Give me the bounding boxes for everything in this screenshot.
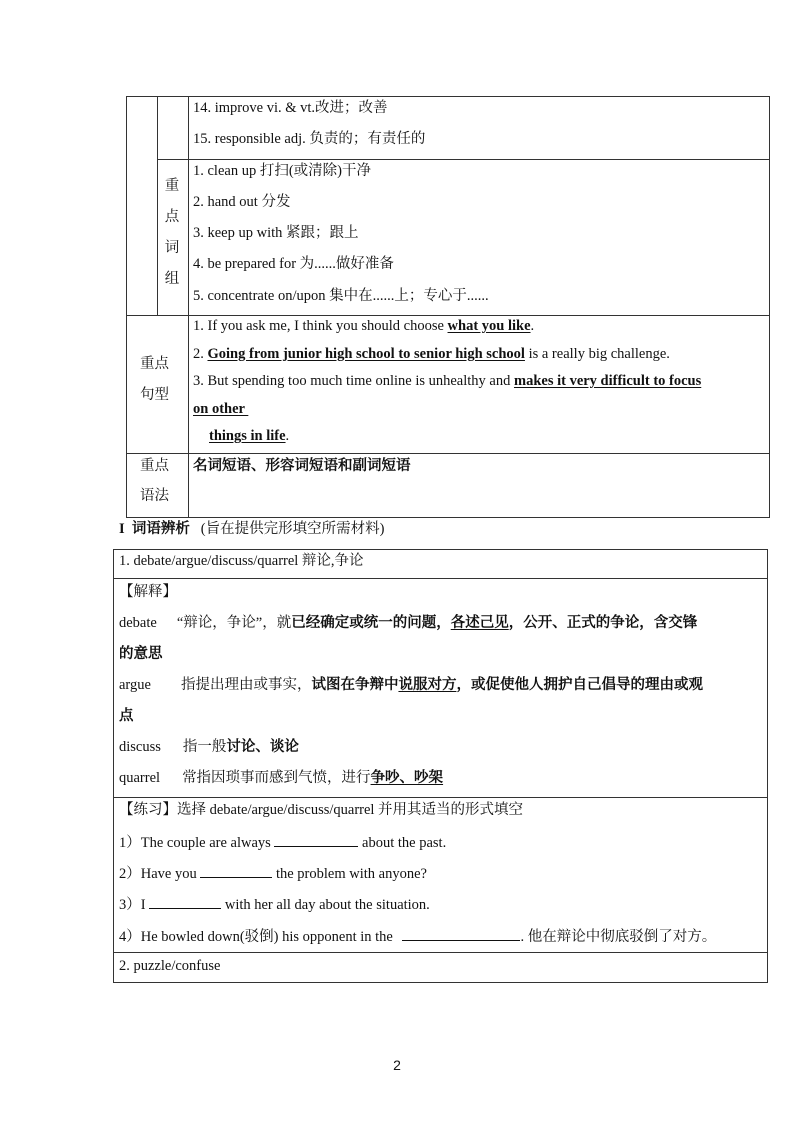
- phrase-item: 5. concentrate on/upon 集中在......上；专心于......: [193, 288, 489, 304]
- sentences-label: 重点: [140, 356, 169, 372]
- phrase-item: 3. keep up with 紧跟；跟上: [193, 225, 359, 241]
- table-border: [767, 549, 768, 983]
- table-border: [113, 982, 768, 983]
- grammar-label: 重点: [140, 458, 169, 474]
- sentence-3-cont: on other: [193, 401, 249, 417]
- argue-explanation-cont: 点: [119, 708, 134, 724]
- table-border: [113, 578, 768, 579]
- discuss-explanation: discuss 指一般讨论、谈论: [119, 739, 299, 755]
- exercise-2: 2）Have you the problem with anyone?: [119, 863, 427, 884]
- table-border: [113, 797, 768, 798]
- table-border: [126, 96, 127, 518]
- table-border: [157, 96, 158, 315]
- table-border: [126, 517, 770, 518]
- table-border: [113, 549, 768, 550]
- argue-explanation: argue 指提出理由或事实，试图在争辩中说服对方，或促使他人拥护自己倡导的理由或观: [119, 677, 703, 693]
- phrase-item: 1. clean up 打扫(或清除)干净: [193, 163, 371, 179]
- explain-label: 【解释】: [119, 584, 177, 600]
- table-border: [126, 96, 770, 97]
- phrase-item: 2. hand out 分发: [193, 194, 291, 210]
- table-border: [113, 549, 114, 983]
- entry-title: 1. debate/argue/discuss/quarrel 辩论,争论: [119, 553, 364, 569]
- page-number: 2: [393, 1057, 401, 1073]
- vocab-item: 14. improve vi. & vt.改进；改善: [193, 100, 388, 116]
- answer-blank[interactable]: [200, 863, 272, 878]
- table-border: [188, 96, 189, 518]
- phrases-label-char: 组: [164, 271, 180, 287]
- sentences-label: 句型: [140, 387, 169, 403]
- table-border: [157, 159, 770, 160]
- vocab-item: 15. responsible adj. 负责的；有责任的: [193, 131, 426, 147]
- answer-blank[interactable]: [402, 926, 520, 941]
- sentence-3-end: things in life.: [209, 428, 290, 444]
- debate-explanation: debate “辩论，争论”，就已经确定或统一的问题，各述己见，公开、正式的争论，含交锋: [119, 615, 698, 631]
- sentence-2: 2. Going from junior high school to senior high school is a really big challenge.: [193, 346, 670, 362]
- sentence-1: 1. If you ask me, I think you should choose what you like.: [193, 318, 535, 334]
- exercise-4: 4）He bowled down(驳倒) his opponent in the . 他在辩论中彻底驳倒了对方。: [119, 926, 716, 947]
- exercise-3: 3）I with her all day about the situation.: [119, 894, 430, 915]
- phrases-label-char: 词: [164, 240, 180, 256]
- entry-title: 2. puzzle/confuse: [119, 958, 221, 974]
- section-heading: I 词语辨析 (旨在提供完形填空所需材料): [119, 521, 385, 537]
- phrase-item: 4. be prepared for 为......做好准备: [193, 256, 394, 272]
- exercise-1: 1）The couple are always about the past.: [119, 832, 446, 853]
- grammar-label: 语法: [140, 488, 169, 504]
- answer-blank[interactable]: [274, 832, 358, 847]
- answer-blank[interactable]: [149, 894, 221, 909]
- table-border: [126, 453, 770, 454]
- sentence-3: 3. But spending too much time online is unhealthy and makes it very difficult to focus: [193, 373, 702, 389]
- table-border: [113, 952, 768, 953]
- phrases-label-char: 点: [164, 209, 180, 225]
- grammar-text: 名词短语、形容词短语和副词短语: [193, 458, 411, 474]
- debate-explanation-cont: 的意思: [119, 646, 163, 662]
- quarrel-explanation: quarrel 常指因琐事而感到气愤，进行争吵、吵架: [119, 770, 444, 786]
- practice-instruction: 【练习】选择 debate/argue/discuss/quarrel 并用其适当的形式填空: [119, 802, 524, 818]
- table-border: [769, 96, 770, 518]
- phrases-label-char: 重: [164, 178, 180, 194]
